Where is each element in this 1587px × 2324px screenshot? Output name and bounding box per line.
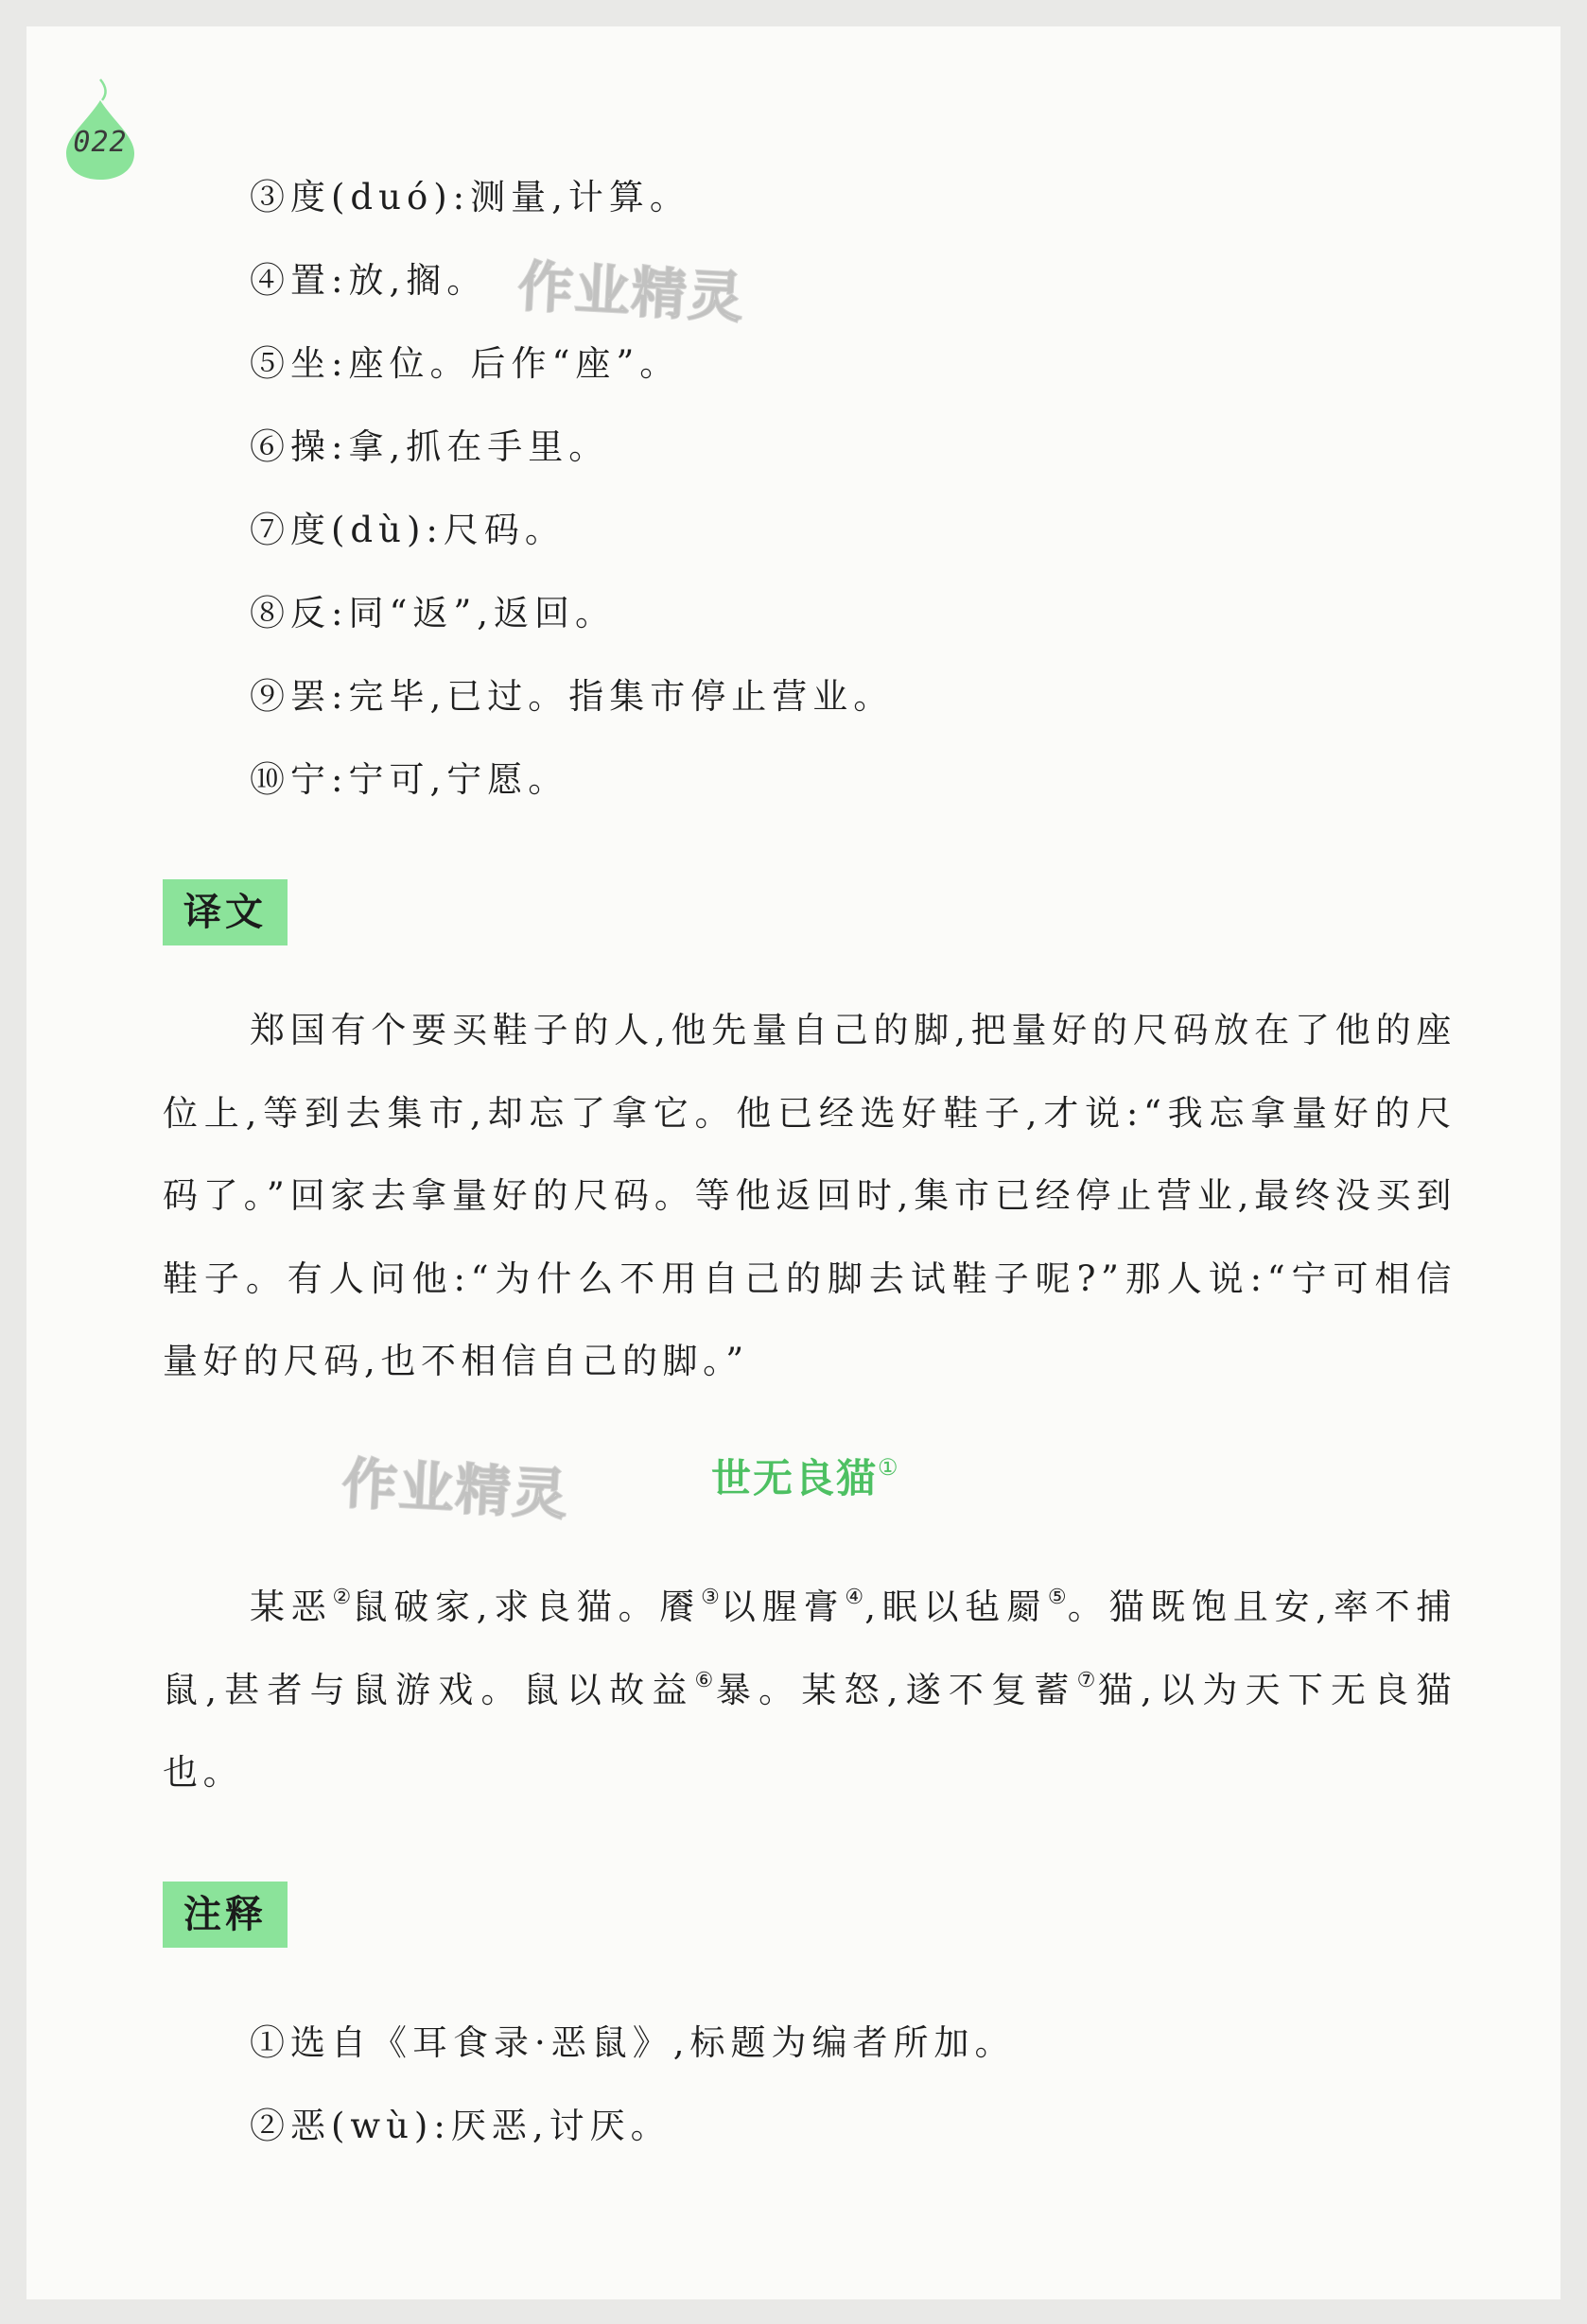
story-segment: 猫,以为天下无良猫也。 xyxy=(163,1669,1456,1793)
annotation-item: ①选自《耳食录·恶鼠》,标题为编者所加。 xyxy=(250,2022,1016,2063)
page-number: 022 xyxy=(73,126,128,159)
story-title-text: 世无良猫 xyxy=(711,1455,879,1501)
story-segment: 鼠破家,求良猫。餍 xyxy=(352,1587,702,1627)
footnote-marker: ④ xyxy=(845,1586,865,1609)
note-line: ⑩宁:宁可,宁愿。 xyxy=(250,759,569,800)
note-line: ⑧反:同“返”,返回。 xyxy=(250,593,617,633)
story-segment: 某恶 xyxy=(250,1587,333,1627)
note-line: ④置:放,搁。 xyxy=(250,260,488,301)
note-line: ③度(duó):测量,计算。 xyxy=(250,177,690,217)
footnote-marker: ① xyxy=(878,1454,900,1481)
story-segment: 。猫既饱且安,率不捕鼠,甚者与鼠游戏。鼠以故益 xyxy=(163,1587,1456,1710)
translation-text: 郑国有个要买鞋子的人,他先量自己的脚,把量好的尺码放在了他的座位上,等到去集市,却忘了拿它。他已经选好鞋子,才说:“我忘拿量好的尺码了。”回家去拿量好的尺码。等他返回时,集市已经停止营业,最终没买到鞋子。有人问他:“为什么不用自己的脚去试鞋子呢?”那人说:“宁可相信量好的尺码,也不相信自己的脚。” xyxy=(163,1010,1456,1381)
watermark: 作业精灵 xyxy=(516,253,747,331)
footnote-marker: ③ xyxy=(701,1586,721,1609)
note-line: ⑦度(dù):尺码。 xyxy=(250,510,566,550)
story-text xyxy=(163,1566,1456,1814)
translation-heading: 译文 xyxy=(163,879,288,945)
story-segment: 暴。某怒,遂不复蓄 xyxy=(715,1669,1077,1710)
note-line: ⑤坐:座位。后作“座”。 xyxy=(250,343,681,384)
footnote-marker: ⑥ xyxy=(694,1668,716,1692)
story-title xyxy=(711,1448,900,1504)
story-segment: ,眠以毡罽 xyxy=(864,1587,1048,1627)
note-line: ⑨罢:完毕,已过。指集市停止营业。 xyxy=(250,676,895,717)
footnote-marker: ⑦ xyxy=(1076,1668,1098,1692)
footnote-marker: ⑤ xyxy=(1047,1586,1068,1609)
annotation-item: ②恶(wù):厌恶,讨厌。 xyxy=(250,2106,671,2146)
footnote-marker: ② xyxy=(332,1586,353,1609)
note-line: ⑥操:拿,抓在手里。 xyxy=(250,426,610,467)
story-segment: 以腥膏 xyxy=(721,1587,846,1627)
annotations-heading: 注释 xyxy=(163,1882,288,1948)
watermark: 作业精灵 xyxy=(340,1450,571,1528)
